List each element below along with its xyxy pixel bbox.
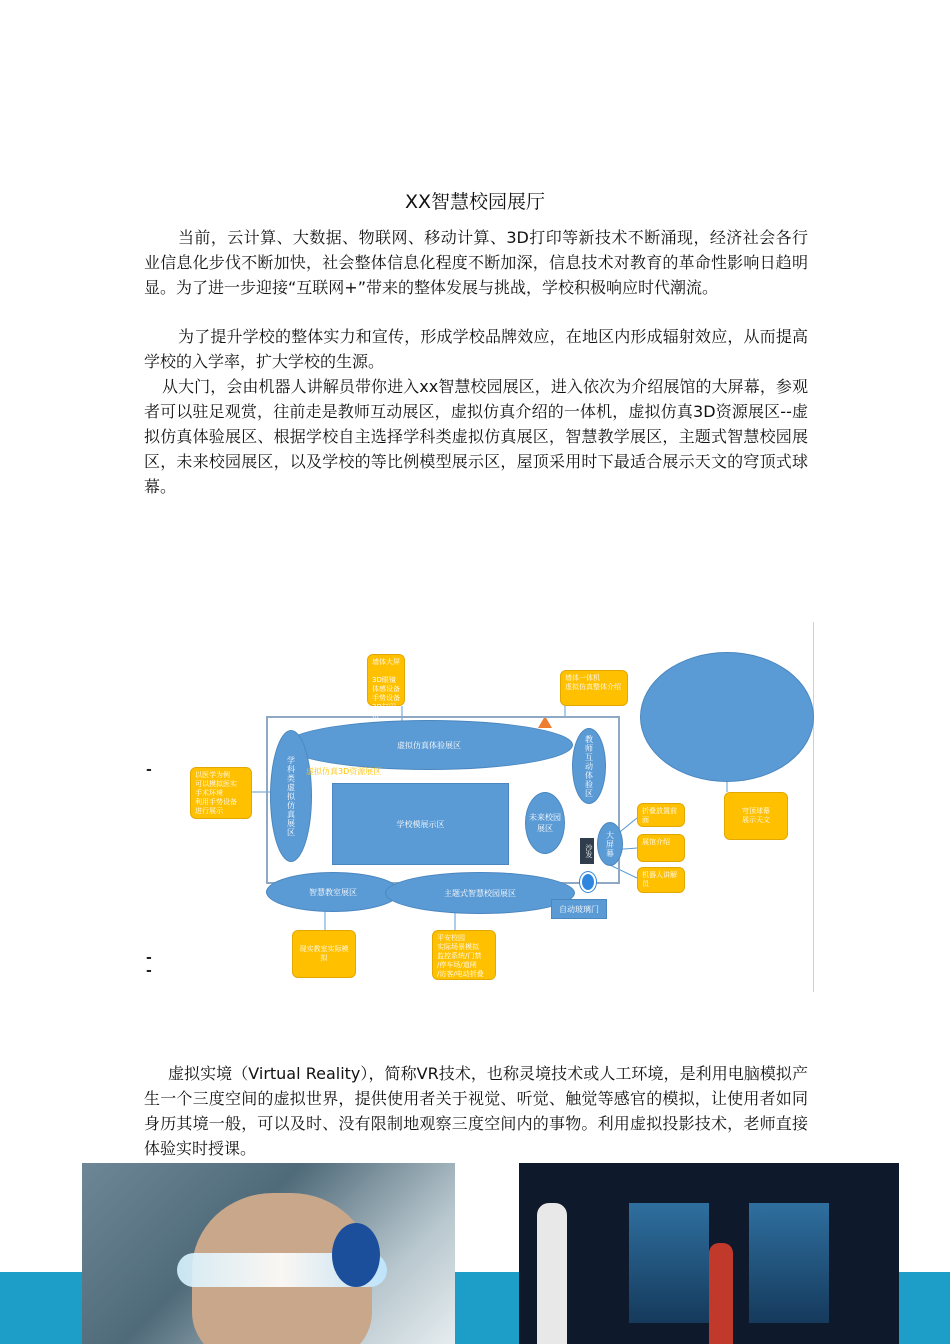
box-robot-guide: 机器人讲解员: [637, 867, 685, 893]
margin-mark: -: [146, 950, 152, 966]
projection-panel: [629, 1203, 709, 1323]
box-dome: 穹顶球幕 展示天文: [724, 792, 788, 840]
robot-icon: [580, 872, 596, 892]
paragraph-vr: 虚拟实境（Virtual Reality），简称VR技术，也称灵境技术或人工环境，是利用电脑模拟产生一个三度空间的虚拟世界，提供使用者关于视觉、听觉、触觉等感官的模拟，让使用者如同身历其境一般，可以及时、没有限制地观察三度空间内的事物。利用虚拟投影技术，老师直接体验实时授课。: [144, 1064, 808, 1158]
photo-vr-classroom: [519, 1163, 899, 1344]
box-folding: 折叠放置前面: [637, 803, 685, 827]
photo-vr-headset: [82, 1163, 455, 1344]
rect-auto-door: 自动玻璃门: [551, 899, 607, 919]
floor-plan-diagram: [140, 620, 820, 995]
ellipse-dome-screen: [640, 652, 814, 782]
paragraph-tour: 从大门，会由机器人讲解员带你进入xx智慧校园展区，进入依次为介绍展馆的大屏幕，参观者可以驻足观赏，往前走是教师互动展区，虚拟仿真介绍的一体机，虚拟仿真3D资源展区--虚拟仿真体验展区、根据学校自主选择学科类虚拟仿真展区，智慧教学展区，主题式智慧校园展区，未来校园展区，以及学校的等比例模型展示区，屋顶采用时下最适合展示天文的穹顶式球幕。: [144, 377, 808, 496]
ellipse-teacher-interaction: 教师互动体验区: [572, 728, 606, 804]
paragraph-purpose: 为了提升学校的整体实力和宣传，形成学校品牌效应，在地区内形成辐射效应，从而提高学校的入学率，扩大学校的生源。: [144, 327, 808, 371]
margin-mark: -: [146, 762, 152, 778]
rect-school-model: 学校模展示区: [332, 783, 509, 865]
ellipse-smart-classroom: 智慧教室展区: [266, 872, 400, 912]
ellipse-future-campus: 未来校园展区: [525, 792, 565, 854]
box-wall-kiosk: 墙体一体机 虚拟仿真整体介绍: [560, 670, 628, 706]
presenter-figure: [537, 1203, 567, 1344]
ellipse-theme-campus: 主题式智慧校园展区: [385, 872, 575, 914]
box-safe-campus: 平安校园 实际场景模拟 监控系统/门禁 /停车场/道闸 /访客/电动折叠: [432, 930, 496, 980]
person-figure: [709, 1243, 733, 1344]
headphone-icon: [332, 1223, 380, 1287]
margin-mark: -: [146, 963, 152, 979]
ellipse-big-screen: 大屏幕: [597, 822, 623, 866]
box-classroom-sim: 现实教室实际模拟: [292, 930, 356, 978]
box-hall-intro: 展馆介绍: [637, 834, 685, 862]
label-3d-resource: 虚拟仿真3D资源展区: [306, 767, 382, 776]
page-title: XX智慧校园展厅: [404, 191, 546, 213]
box-medical-demo: 以医学为例 可以模拟医实 手术环境 利用手势设备 进行展示: [190, 767, 252, 819]
box-wall-screen: 墙体大屏 3D眼镜 体感设备 手势设备 3D打印机: [367, 654, 405, 706]
projection-panel: [749, 1203, 829, 1323]
sofa: 沙发: [580, 838, 594, 864]
ellipse-subject-vr: 学科类虚拟仿真展区: [270, 730, 312, 862]
paragraph-intro: 当前，云计算、大数据、物联网、移动计算、3D打印等新技术不断涌现，经济社会各行业信息化步伐不断加快，社会整体信息化程度不断加深，信息技术对教育的革命性影响日趋明显。为了进一步迎接“互联网+”带来的整体发展与挑战，学校积极响应时代潮流。: [144, 228, 808, 297]
ellipse-vr-experience: 虚拟仿真体验展区: [285, 720, 573, 770]
